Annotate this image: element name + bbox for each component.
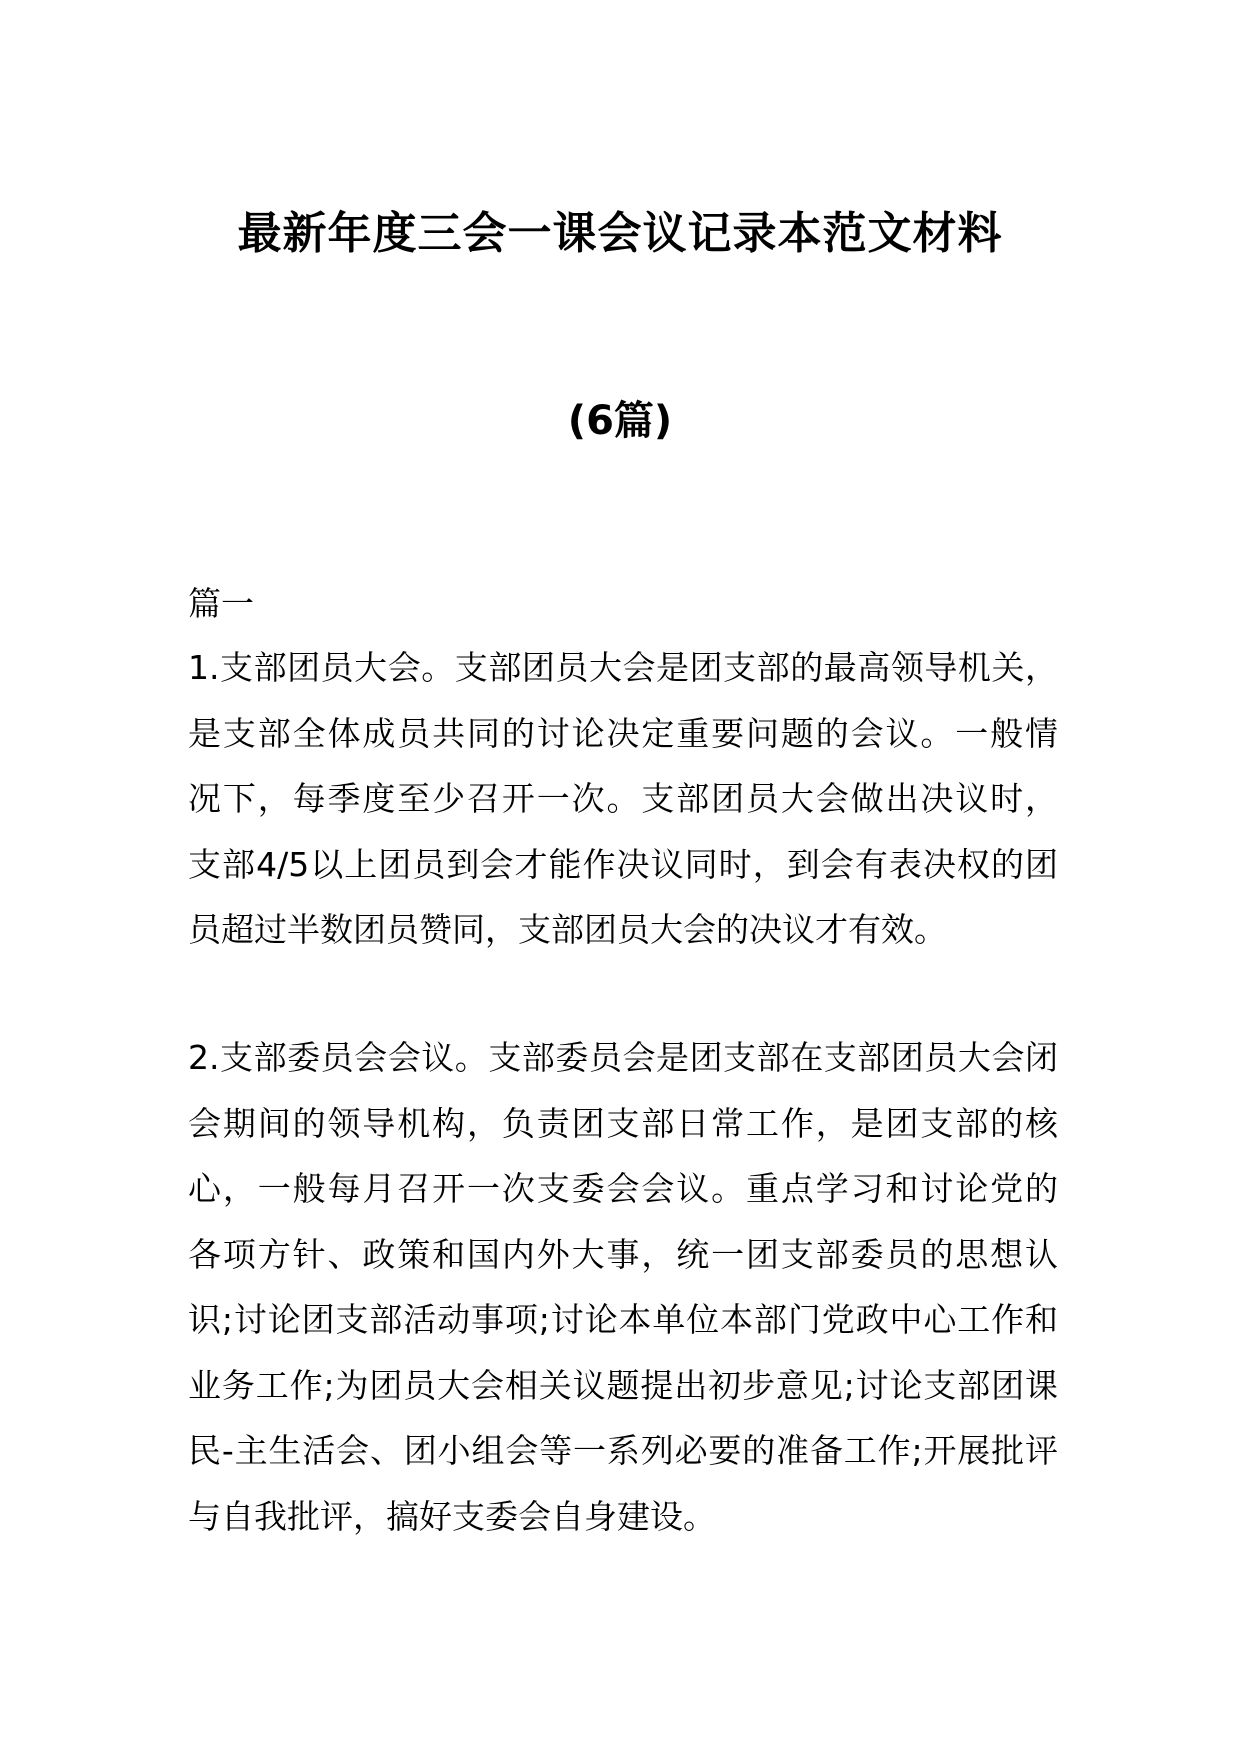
paragraph-line: 心，一般每月召开一次支委会会议。重点学习和讨论党的 [188,1169,1058,1208]
paragraph-line: 况下，每季度至少召开一次。支部团员大会做出决议时， [188,779,1058,818]
paragraph-line: 是支部全体成员共同的讨论决定重要问题的会议。一般情 [188,713,1058,753]
paragraph-line: 支部4/5以上团员到会才能作决议同时，到会有表决权的团 [188,844,1058,884]
paragraph-1 [188,635,1058,963]
section-label: 篇一 [188,584,254,623]
page-title: 最新年度三会一课会议记录本范文材料 [237,208,1003,259]
paragraph-line: 会期间的领导机构，负责团支部日常工作，是团支部的核 [188,1103,1058,1143]
paragraph-line: 与自我批评，搞好支委会自身建设。 [188,1496,716,1536]
paragraph-line: 业务工作;为团员大会相关议题提出初步意见;讨论支部团课 [188,1365,1058,1405]
paragraph-line: 民-主生活会、团小组会等一系列必要的准备工作;开展批评 [188,1431,1058,1470]
page-subtitle: (6篇) [567,398,673,444]
paragraph-2 [188,1025,1058,1549]
paragraph-line: 2.支部委员会会议。支部委员会是团支部在支部团员大会闭 [188,1038,1058,1077]
paragraph-line: 识;讨论团支部活动事项;讨论本单位本部门党政中心工作和 [188,1300,1058,1339]
paragraph-line: 各项方针、政策和国内外大事，统一团支部委员的思想认 [188,1234,1058,1274]
paragraph-line: 员超过半数团员赞同，支部团员大会的决议才有效。 [188,910,947,949]
paragraph-line: 1.支部团员大会。支部团员大会是团支部的最高领导机关， [188,648,1058,687]
